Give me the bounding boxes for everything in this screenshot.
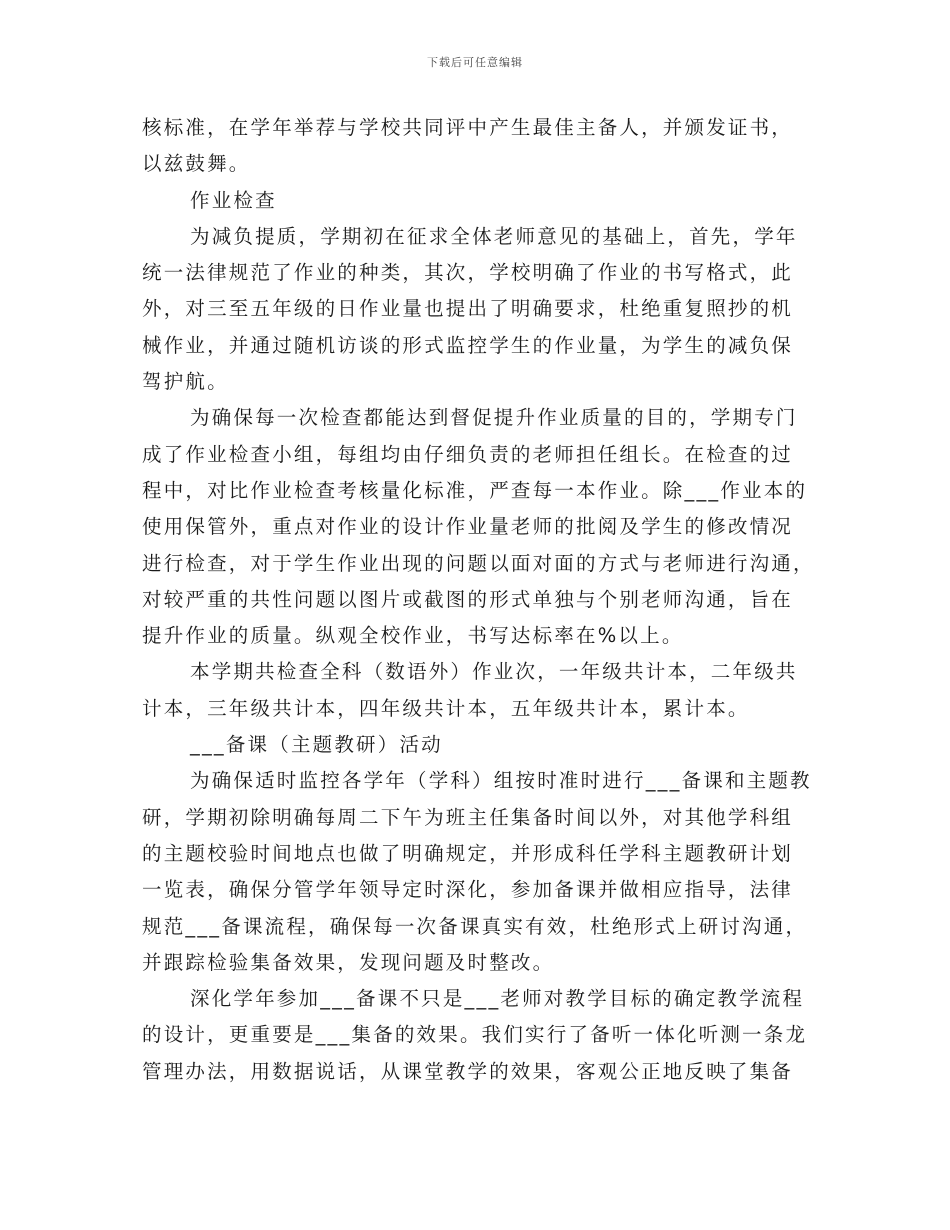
text-line: 统一法律规范了作业的种类，其次，学校明确了作业的书写格式，此	[142, 261, 794, 285]
text-line: 为减负提质，学期初在征求全体老师意见的基础上，首先，学年	[190, 224, 798, 248]
text-line: 一览表，确保分管学年领导定时深化，参加备课并做相应指导，法律	[142, 878, 794, 902]
text-line: 本学期共检查全科（数语外）作业次，一年级共计本，二年级共	[190, 660, 798, 684]
page-header-note: 下载后可任意编辑	[427, 56, 523, 69]
text-line: 以兹鼓舞。	[142, 152, 251, 176]
text-line: 驾护航。	[142, 370, 229, 394]
text-line: 的主题校验时间地点也做了明确规定，并形成科任学科主题教研计划	[142, 841, 794, 865]
text-line: 使用保管外，重点对作业的设计作业量老师的批阅及学生的修改情况	[142, 515, 794, 539]
text-line: 为确保适时监控各学年（学科）组按时准时进行___备课和主题教	[190, 769, 812, 793]
text-line: 为确保每一次检查都能达到督促提升作业质量的目的，学期专门	[190, 406, 798, 430]
text-line: 计本，三年级共计本，四年级共计本，五年级共计本，累计本。	[142, 696, 750, 720]
document-body	[142, 110, 815, 1090]
text-line: 成了作业检查小组，每组均由仔细负责的老师担任组长。在检查的过	[142, 442, 794, 466]
text-line: 提升作业的质量。纵观全校作业，书写达标率在%以上。	[142, 624, 684, 648]
text-line: 并跟踪检验集备效果，发现问题及时整改。	[142, 950, 555, 974]
text-line: 械作业，并通过随机访谈的形式监控学生的作业量，为学生的减负保	[142, 333, 794, 357]
text-line: 管理办法，用数据说话，从课堂教学的效果，客观公正地反映了集备	[142, 1059, 794, 1083]
text-line: 对较严重的共性问题以图片或截图的形式单独与个别老师沟通，旨在	[142, 587, 794, 611]
text-line: 深化学年参加___备课不只是___老师对教学目标的确定教学流程	[190, 987, 805, 1011]
text-line: 的设计，更重要是___集备的效果。我们实行了备听一体化听测一条龙	[142, 1023, 808, 1047]
text-line: ___备课（主题教研）活动	[190, 733, 443, 757]
text-line: 规范___备课流程，确保每一次备课真实有效，杜绝形式上研讨沟通，	[142, 914, 808, 938]
text-line: 外，对三至五年级的日作业量也提出了明确要求，杜绝重复照抄的机	[142, 297, 794, 321]
text-line: 程中，对比作业检查考核量化标准，严查每一本作业。除___作业本的	[142, 478, 808, 502]
text-line: 研，学期初除明确每周二下午为班主任集备时间以外，对其他学科组	[142, 805, 794, 829]
text-line: 进行检查，对于学生作业出现的问题以面对面的方式与老师进行沟通，	[142, 551, 815, 575]
text-line: 核标准，在学年举荐与学校共同评中产生最佳主备人，并颁发证书，	[142, 116, 794, 139]
text-line: 作业检查	[190, 188, 277, 212]
